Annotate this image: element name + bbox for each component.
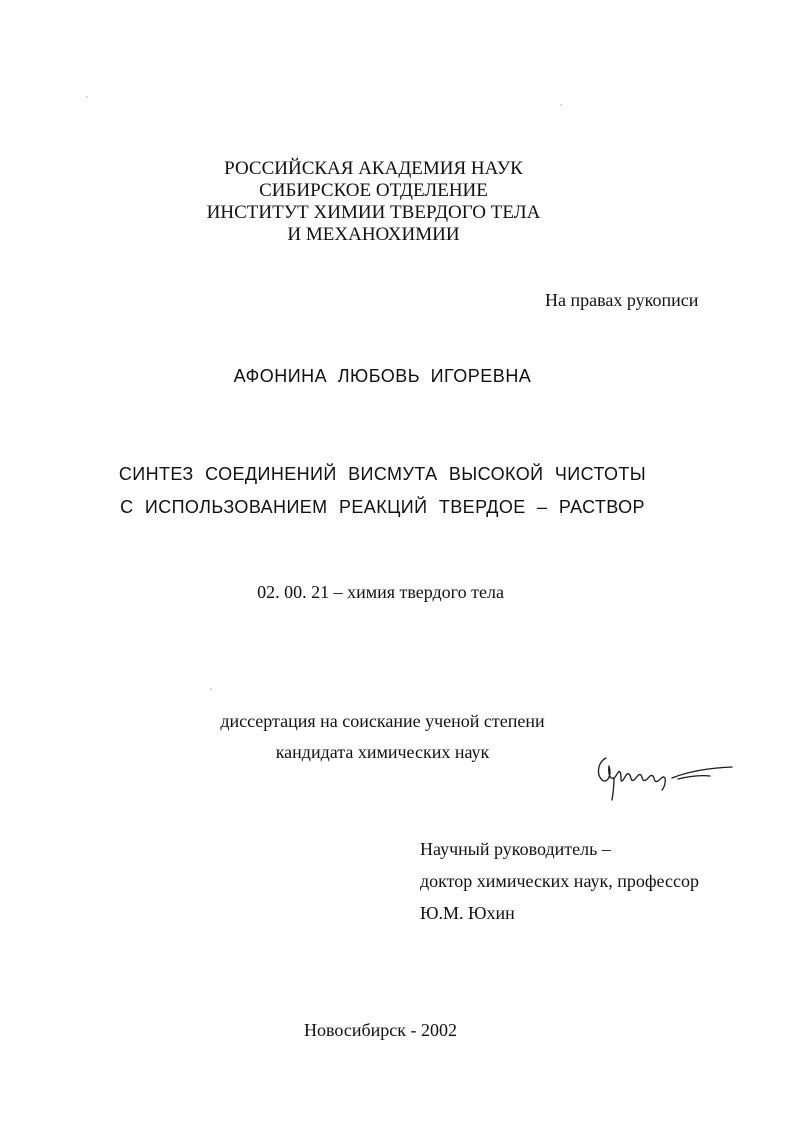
signature-icon bbox=[592, 748, 737, 806]
supervisor-line: Ю.М. Юхин bbox=[420, 903, 515, 923]
institution-line: РОССИЙСКАЯ АКАДЕМИЯ НАУК bbox=[224, 158, 523, 179]
supervisor-line: Научный руководитель – bbox=[420, 839, 611, 859]
author-name: АФОНИНА ЛЮБОВЬ ИГОРЕВНА bbox=[233, 366, 532, 386]
title-line: СИНТЕЗ СОЕДИНЕНИЙ ВИСМУТА ВЫСОКОЙ ЧИСТОТЫ bbox=[118, 464, 647, 484]
specialty-code: 02. 00. 21 – химия твердого тела bbox=[257, 582, 504, 602]
degree-line: диссертация на соискание ученой степени bbox=[220, 711, 545, 731]
institution-line: ИНСТИТУТ ХИМИИ ТВЕРДОГО ТЕЛА bbox=[206, 202, 541, 223]
supervisor-block bbox=[420, 833, 699, 929]
supervisor-line: доктор химических наук, профессор bbox=[420, 871, 699, 891]
institution-line: СИБИРСКОЕ ОТДЕЛЕНИЕ bbox=[259, 180, 488, 201]
scan-speck bbox=[86, 96, 88, 98]
institution-header bbox=[0, 158, 770, 246]
city-year: Новосибирск - 2002 bbox=[304, 1020, 457, 1040]
institution-line: И МЕХАНОХИМИИ bbox=[287, 224, 460, 245]
degree-line: кандидата химических наук bbox=[275, 742, 490, 762]
scan-speck bbox=[560, 104, 562, 106]
title-line: С ИСПОЛЬЗОВАНИЕМ РЕАКЦИЙ ТВЕРДОЕ – РАСТВОР bbox=[120, 497, 645, 517]
scan-speck bbox=[210, 688, 212, 690]
dissertation-title bbox=[0, 458, 779, 524]
rights-note: На правах рукописи bbox=[545, 290, 699, 310]
